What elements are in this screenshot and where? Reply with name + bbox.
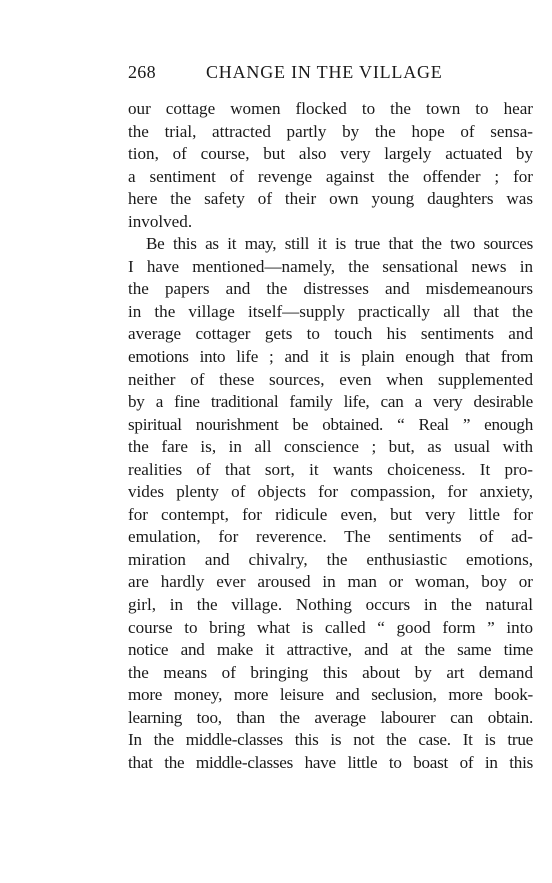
text-line: the fare is, in all conscience ; but, as usual with	[128, 437, 533, 457]
text-line: In the middle-classes this is not the case. It is true	[128, 730, 533, 750]
text-line: notice and make it attractive, and at the same time	[128, 640, 533, 660]
text-line: emotions into life ; and it is plain enough that from	[128, 347, 533, 367]
text-line: tion, of course, but also very largely actuated by	[128, 144, 533, 164]
running-title: CHANGE IN THE VILLAGE	[206, 62, 443, 82]
text-line: average cottager gets to touch his sentiments and	[128, 324, 533, 344]
text-line: by a fine traditional family life, can a very desirable	[128, 392, 533, 412]
text-line: that the middle-classes have little to boast of in this	[128, 752, 533, 772]
text-line: more money, more leisure and seclusion, more book-	[128, 685, 533, 705]
text-line: the trial, attracted partly by the hope of sensa-	[128, 121, 533, 141]
text-line: in the village itself—supply practically all that the	[128, 301, 533, 321]
text-line: our cottage women flocked to the town to hear	[128, 99, 533, 118]
text-line: neither of these sources, even when supplemented	[128, 369, 533, 389]
page-number: 268	[128, 62, 156, 82]
text-line: here the safety of their own young daughters was	[128, 189, 533, 209]
text-line: the papers and the distresses and misdemeanours	[128, 279, 533, 299]
text-line: learning too, than the average labourer can obtain.	[128, 707, 533, 727]
text-line: a sentiment of revenge against the offender ; for	[128, 166, 533, 186]
text-line: spiritual nourishment be obtained. “ Real ” enough	[128, 414, 533, 434]
text-line: miration and chivalry, the enthusiastic emotions,	[128, 549, 533, 569]
text-line: I have mentioned—namely, the sensational news in	[128, 256, 533, 276]
text-line: vides plenty of objects for compassion, for anxiety,	[128, 482, 533, 502]
body-text	[128, 98, 533, 774]
text-line: realities of that sort, it wants choiceness. It pro-	[128, 459, 533, 479]
page-header	[128, 62, 532, 88]
text-line: course to bring what is called “ good form ” into	[128, 617, 533, 637]
text-line: Be this as it may, still it is true that the two sources	[146, 234, 533, 254]
text-line: the means of bringing this about by art demand	[128, 662, 533, 682]
text-line: involved.	[128, 211, 193, 231]
text-line: for contempt, for ridicule even, but very little for	[128, 504, 533, 524]
text-line: girl, in the village. Nothing occurs in the natural	[128, 595, 533, 615]
text-line: are hardly ever aroused in man or woman, boy or	[128, 572, 533, 592]
text-line: emulation, for reverence. The sentiments of ad-	[128, 527, 533, 547]
